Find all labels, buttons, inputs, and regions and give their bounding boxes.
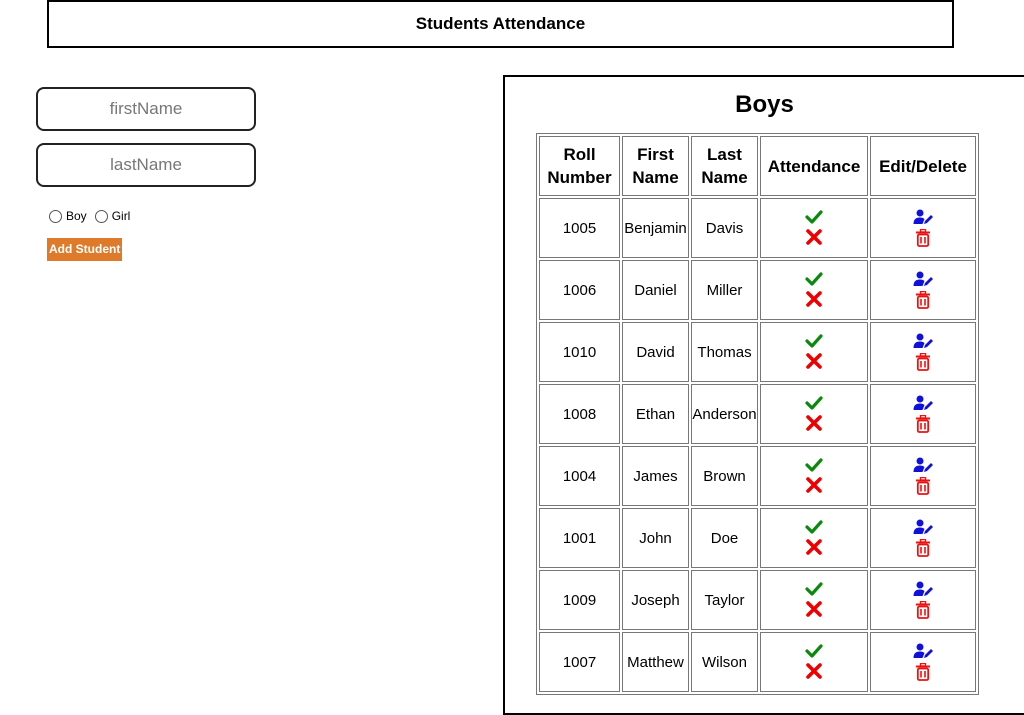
gender-radio-group: [49, 209, 138, 223]
table-row: [539, 260, 976, 320]
col-attendance: Attendance: [760, 136, 868, 196]
roll-number-cell: 1007: [539, 632, 620, 692]
col-roll-number: Roll Number: [539, 136, 620, 196]
check-icon[interactable]: [805, 582, 823, 596]
boy-radio-circle[interactable]: [49, 210, 62, 223]
roll-number-cell: 1001: [539, 508, 620, 568]
attendance-cell: [760, 632, 868, 692]
roll-number-cell: 1010: [539, 322, 620, 382]
roll-number-cell: 1006: [539, 260, 620, 320]
edit-delete-cell: [870, 508, 976, 568]
first-name-cell: John: [622, 508, 689, 568]
user-edit-icon[interactable]: [913, 581, 933, 597]
trash-icon[interactable]: [915, 601, 931, 619]
edit-delete-cell: [870, 632, 976, 692]
cross-icon[interactable]: [805, 662, 823, 680]
col-edit-delete: Edit/Delete: [870, 136, 976, 196]
edit-delete-cell: [870, 446, 976, 506]
cross-icon[interactable]: [805, 352, 823, 370]
check-icon[interactable]: [805, 458, 823, 472]
roll-number-cell: 1008: [539, 384, 620, 444]
students-table: [536, 133, 979, 695]
table-row: [539, 632, 976, 692]
girl-radio[interactable]: [95, 209, 131, 223]
roll-number-cell: 1004: [539, 446, 620, 506]
cross-icon[interactable]: [805, 290, 823, 308]
cross-icon[interactable]: [805, 476, 823, 494]
panel-title: Boys: [735, 91, 794, 118]
table-row: [539, 198, 976, 258]
girl-radio-circle[interactable]: [95, 210, 108, 223]
attendance-cell: [760, 508, 868, 568]
user-edit-icon[interactable]: [913, 271, 933, 287]
check-icon[interactable]: [805, 210, 823, 224]
edit-delete-cell: [870, 384, 976, 444]
first-name-cell: Ethan: [622, 384, 689, 444]
attendance-cell: [760, 322, 868, 382]
first-name-cell: Matthew: [622, 632, 689, 692]
trash-icon[interactable]: [915, 229, 931, 247]
trash-icon[interactable]: [915, 663, 931, 681]
cross-icon[interactable]: [805, 414, 823, 432]
user-edit-icon[interactable]: [913, 395, 933, 411]
table-row: [539, 508, 976, 568]
check-icon[interactable]: [805, 644, 823, 658]
page-title: Students Attendance: [415, 14, 586, 33]
check-icon[interactable]: [805, 396, 823, 410]
check-icon[interactable]: [805, 520, 823, 534]
last-name-input[interactable]: [36, 143, 256, 187]
last-name-cell: Brown: [691, 446, 758, 506]
cross-icon[interactable]: [805, 538, 823, 556]
user-edit-icon[interactable]: [913, 643, 933, 659]
boy-radio-label: Boy: [66, 209, 87, 223]
roll-number-cell: 1009: [539, 570, 620, 630]
attendance-cell: [760, 446, 868, 506]
attendance-cell: [760, 384, 868, 444]
last-name-cell: Anderson: [691, 384, 758, 444]
last-name-cell: Wilson: [691, 632, 758, 692]
user-edit-icon[interactable]: [913, 209, 933, 225]
attendance-cell: [760, 198, 868, 258]
first-name-cell: James: [622, 446, 689, 506]
edit-delete-cell: [870, 322, 976, 382]
attendance-cell: [760, 570, 868, 630]
last-name-cell: Taylor: [691, 570, 758, 630]
roll-number-cell: 1005: [539, 198, 620, 258]
user-edit-icon[interactable]: [913, 333, 933, 349]
col-last-name: Last Name: [691, 136, 758, 196]
edit-delete-cell: [870, 260, 976, 320]
first-name-cell: David: [622, 322, 689, 382]
last-name-cell: Doe: [691, 508, 758, 568]
first-name-input[interactable]: [36, 87, 256, 131]
first-name-cell: Joseph: [622, 570, 689, 630]
check-icon[interactable]: [805, 272, 823, 286]
trash-icon[interactable]: [915, 539, 931, 557]
cross-icon[interactable]: [805, 228, 823, 246]
table-header-row: [539, 136, 976, 196]
attendance-cell: [760, 260, 868, 320]
table-row: [539, 446, 976, 506]
cross-icon[interactable]: [805, 600, 823, 618]
col-first-name: First Name: [622, 136, 689, 196]
edit-delete-cell: [870, 198, 976, 258]
first-name-cell: Daniel: [622, 260, 689, 320]
table-row: [539, 322, 976, 382]
user-edit-icon[interactable]: [913, 457, 933, 473]
table-row: [539, 570, 976, 630]
trash-icon[interactable]: [915, 415, 931, 433]
last-name-cell: Davis: [691, 198, 758, 258]
last-name-cell: Miller: [691, 260, 758, 320]
trash-icon[interactable]: [915, 291, 931, 309]
check-icon[interactable]: [805, 334, 823, 348]
edit-delete-cell: [870, 570, 976, 630]
user-edit-icon[interactable]: [913, 519, 933, 535]
boy-radio[interactable]: [49, 209, 87, 223]
last-name-cell: Thomas: [691, 322, 758, 382]
first-name-cell: Benjamin: [622, 198, 689, 258]
add-student-button[interactable]: Add Student: [47, 238, 122, 261]
trash-icon[interactable]: [915, 353, 931, 371]
app-header: [47, 0, 954, 48]
trash-icon[interactable]: [915, 477, 931, 495]
boys-panel: [503, 75, 1024, 715]
girl-radio-label: Girl: [111, 209, 131, 223]
table-row: [539, 384, 976, 444]
